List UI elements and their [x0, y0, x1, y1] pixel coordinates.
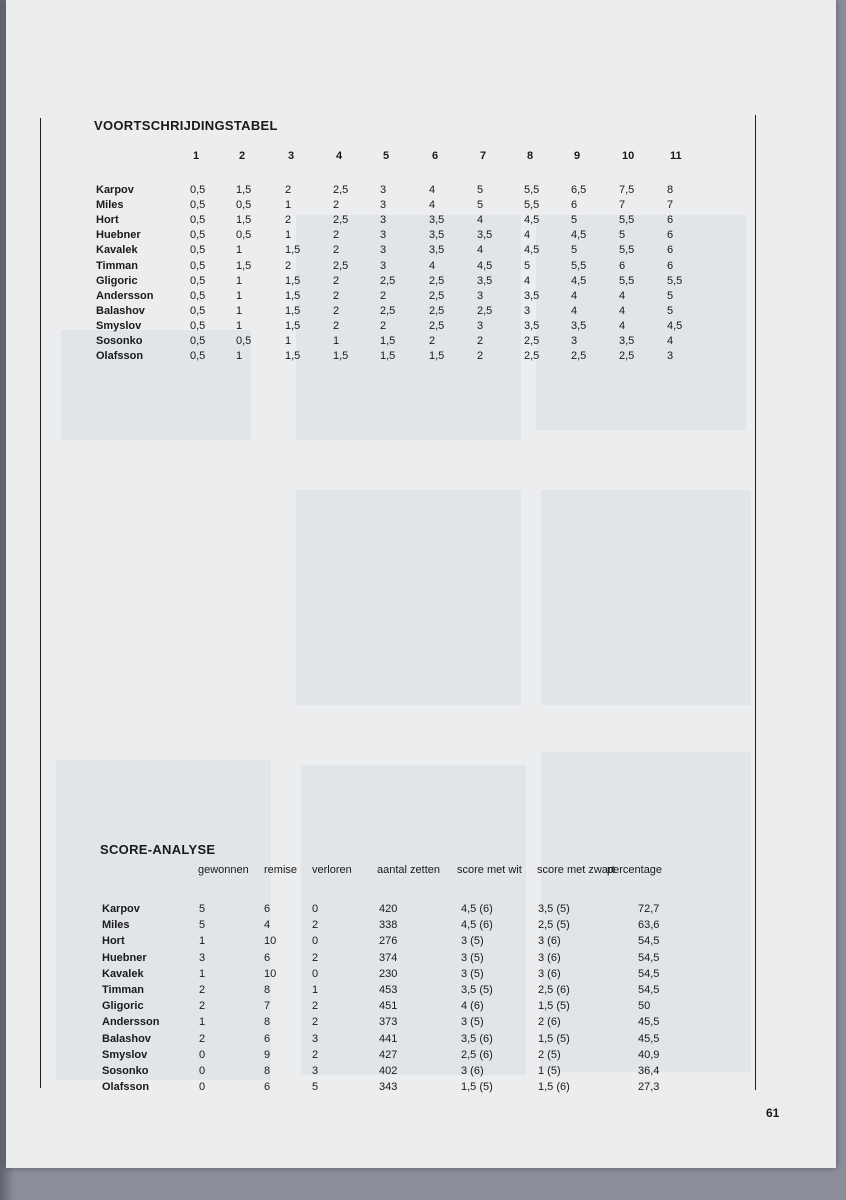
score-cell: 420: [379, 903, 398, 915]
round-header: 8: [527, 150, 534, 162]
score-cell: 54,5: [638, 984, 660, 996]
score-cell: 1,5 (5): [538, 1032, 570, 1045]
progress-cell: 1,5: [285, 289, 301, 302]
score-cell: 0: [199, 1065, 206, 1077]
round-header: 6: [432, 150, 439, 162]
score-cell: 6: [264, 903, 271, 915]
progress-cell: 2,5: [429, 274, 445, 287]
score-cell: 2: [199, 1032, 206, 1045]
score-cell: 8: [264, 984, 271, 996]
score-cell: 4,5 (6): [461, 919, 493, 932]
progress-cell: 1: [236, 319, 243, 332]
player-name: Andersson: [102, 1016, 160, 1029]
score-cell: 1: [199, 935, 206, 948]
score-cell: 338: [379, 919, 398, 932]
progress-cell: 3,5: [524, 319, 540, 332]
progress-cell: 3,5: [619, 335, 635, 347]
progress-cell: 1: [236, 244, 243, 257]
progress-cell: 3: [477, 289, 484, 302]
score-cell: 0: [199, 1048, 206, 1061]
progress-cell: 3,5: [477, 274, 493, 287]
player-name: Kavalek: [102, 967, 144, 980]
progress-cell: 2: [380, 319, 387, 332]
score-cell: 54,5: [638, 967, 660, 980]
progress-cell: 5,5: [571, 259, 587, 272]
score-cell: 45,5: [638, 1032, 660, 1045]
progress-cell: 6: [667, 259, 674, 272]
score-cell: 2 (6): [538, 1016, 561, 1029]
progress-cell: 2: [333, 229, 340, 242]
round-header: 4: [336, 150, 343, 162]
progress-cell: 0,5: [190, 289, 206, 302]
progress-cell: 4: [619, 319, 626, 332]
player-name: Timman: [96, 259, 138, 272]
progress-cell: 3: [571, 335, 578, 347]
score-cell: 5: [199, 919, 206, 932]
progress-cell: 5,5: [619, 244, 635, 257]
progress-cell: 5: [667, 304, 674, 317]
progress-cell: 0,5: [190, 259, 206, 272]
player-name: Gligoric: [96, 274, 138, 287]
score-column-header: percentage: [607, 864, 663, 876]
progress-cell: 4: [524, 229, 531, 242]
progress-cell: 3: [380, 244, 387, 257]
round-header: 2: [239, 150, 246, 162]
progress-cell: 4: [619, 304, 626, 317]
score-cell: 0: [312, 967, 319, 980]
progress-cell: 1,5: [285, 244, 301, 257]
progress-cell: 6: [667, 244, 674, 257]
player-name: Timman: [102, 984, 144, 996]
progress-cell: 2,5: [477, 304, 493, 317]
progress-cell: 0,5: [190, 184, 206, 196]
progress-cell: 2,5: [333, 259, 349, 272]
player-name: Miles: [102, 919, 130, 932]
score-cell: 427: [379, 1048, 398, 1061]
progress-cell: 3,5: [429, 214, 445, 227]
player-name: Sosonko: [102, 1065, 149, 1077]
bleed-through-photo: [56, 760, 271, 1080]
progress-cell: 2: [380, 289, 387, 302]
progress-cell: 3,5: [524, 289, 540, 302]
progress-cell: 4: [619, 289, 626, 302]
progress-cell: 1,5: [236, 214, 252, 227]
score-cell: 0: [312, 903, 319, 915]
score-column-header: verloren: [312, 864, 352, 876]
progress-cell: 5: [667, 289, 674, 302]
progress-cell: 3: [524, 304, 531, 317]
progress-cell: 0,5: [236, 335, 252, 347]
progress-cell: 0,5: [190, 304, 206, 317]
progress-cell: 5,5: [524, 184, 540, 196]
score-cell: 3,5 (5): [538, 903, 570, 915]
progress-cell: 0,5: [190, 350, 206, 363]
progress-cell: 2: [333, 244, 340, 257]
player-name: Hort: [96, 214, 119, 227]
score-cell: 3 (6): [538, 967, 561, 980]
score-cell: 8: [264, 1065, 271, 1077]
player-name: Balashov: [102, 1032, 151, 1045]
player-name: Gligoric: [102, 1000, 144, 1013]
progress-cell: 4: [429, 199, 436, 212]
progress-cell: 2,5: [380, 304, 396, 317]
player-name: Hort: [102, 935, 125, 948]
score-cell: 3: [312, 1065, 319, 1077]
document-page: [6, 0, 836, 1168]
round-header: 10: [622, 150, 635, 162]
score-cell: 27,3: [638, 1081, 660, 1094]
progress-cell: 1,5: [380, 335, 396, 347]
progress-cell: 5,5: [619, 214, 635, 227]
player-name: Smyslov: [102, 1048, 148, 1061]
progress-cell: 1: [285, 335, 292, 347]
progress-cell: 5,5: [619, 274, 635, 287]
bleed-through-photo: [296, 490, 521, 705]
progress-cell: 1,5: [236, 184, 252, 196]
progress-cell: 5: [571, 244, 578, 257]
progress-cell: 1,5: [236, 259, 252, 272]
round-header: 11: [670, 150, 682, 162]
score-cell: 2: [312, 951, 319, 964]
score-cell: 0: [199, 1081, 206, 1094]
progress-cell: 2: [429, 335, 436, 347]
progress-cell: 6: [667, 214, 674, 227]
player-name: Sosonko: [96, 335, 143, 347]
progress-cell: 2,5: [524, 350, 540, 363]
progress-cell: 4,5: [524, 214, 540, 227]
score-analysis-title: SCORE-ANALYSE: [100, 842, 216, 857]
progress-cell: 2,5: [333, 184, 349, 196]
score-cell: 8: [264, 1016, 271, 1029]
progress-cell: 0,5: [190, 319, 206, 332]
progress-cell: 1,5: [285, 304, 301, 317]
progress-cell: 2,5: [429, 319, 445, 332]
score-cell: 2: [312, 919, 319, 932]
bleed-through-photo: [536, 215, 746, 430]
progress-cell: 5,5: [667, 274, 683, 287]
progress-cell: 0,5: [190, 229, 206, 242]
score-cell: 10: [264, 935, 277, 948]
score-cell: 1,5 (5): [461, 1081, 493, 1094]
score-cell: 7: [264, 1000, 271, 1013]
score-cell: 2,5 (5): [538, 919, 570, 932]
round-header: 9: [574, 150, 581, 162]
bleed-through-photo: [61, 330, 251, 440]
progress-cell: 2: [333, 274, 340, 287]
progress-cell: 1: [236, 304, 243, 317]
progress-cell: 4: [477, 214, 484, 227]
progress-cell: 1,5: [285, 350, 301, 363]
progress-cell: 5: [477, 184, 484, 196]
score-cell: 2: [199, 984, 206, 996]
progress-cell: 6: [619, 259, 626, 272]
round-header: 7: [480, 150, 487, 162]
progress-cell: 3,5: [571, 319, 587, 332]
player-name: Smyslov: [96, 319, 142, 332]
score-cell: 343: [379, 1081, 398, 1094]
progress-cell: 0,5: [236, 199, 252, 212]
score-column-header: score met zwart: [537, 864, 615, 876]
progress-cell: 4: [429, 259, 436, 272]
score-cell: 3,5 (6): [461, 1032, 493, 1045]
score-column-header: score met wit: [457, 864, 522, 876]
progress-cell: 1,5: [429, 350, 445, 363]
progress-cell: 1: [285, 229, 292, 242]
score-cell: 0: [312, 935, 319, 948]
score-cell: 3 (5): [461, 935, 484, 948]
score-cell: 10: [264, 967, 277, 980]
progress-cell: 0,5: [190, 214, 206, 227]
progress-cell: 7,5: [619, 184, 635, 196]
score-cell: 6: [264, 1032, 271, 1045]
progress-cell: 7: [619, 199, 626, 212]
progress-cell: 4: [571, 289, 578, 302]
score-cell: 1: [199, 967, 206, 980]
player-name: Miles: [96, 199, 124, 212]
progress-cell: 3,5: [429, 229, 445, 242]
score-cell: 1,5 (5): [538, 1000, 570, 1013]
score-column-header: aantal zetten: [377, 864, 440, 876]
progress-cell: 4: [524, 274, 531, 287]
progress-cell: 1,5: [285, 319, 301, 332]
progress-cell: 2: [285, 259, 292, 272]
player-name: Huebner: [96, 229, 141, 242]
progress-cell: 4,5: [667, 319, 683, 332]
progress-cell: 2: [477, 350, 484, 363]
score-cell: 3 (6): [538, 935, 561, 948]
progress-table-title: VOORTSCHRIJDINGSTABEL: [94, 118, 278, 133]
progress-cell: 4,5: [571, 274, 587, 287]
progress-cell: 1: [236, 350, 243, 363]
round-header: 1: [193, 150, 200, 162]
progress-cell: 3: [380, 184, 387, 196]
score-column-header: gewonnen: [198, 864, 249, 876]
score-cell: 3 (6): [461, 1065, 484, 1077]
score-cell: 45,5: [638, 1016, 660, 1029]
score-cell: 374: [379, 951, 398, 964]
progress-cell: 4,5: [477, 259, 493, 272]
progress-cell: 2,5: [429, 289, 445, 302]
progress-cell: 6,5: [571, 184, 587, 196]
progress-cell: 2,5: [380, 274, 396, 287]
progress-cell: 3: [380, 229, 387, 242]
progress-cell: 2: [285, 214, 292, 227]
score-cell: 2: [312, 1048, 319, 1061]
score-cell: 1: [312, 984, 319, 996]
progress-cell: 0,5: [190, 244, 206, 257]
progress-cell: 2,5: [333, 214, 349, 227]
score-cell: 5: [199, 903, 206, 915]
score-cell: 5: [312, 1081, 319, 1094]
right-vertical-rule: [755, 115, 756, 1090]
progress-cell: 2,5: [429, 304, 445, 317]
page-number: 61: [766, 1106, 780, 1120]
progress-cell: 5: [477, 199, 484, 212]
player-name: Balashov: [96, 304, 145, 317]
score-cell: 4 (6): [461, 1000, 484, 1013]
progress-cell: 2: [333, 304, 340, 317]
progress-cell: 0,5: [190, 335, 206, 347]
progress-cell: 4: [667, 335, 674, 347]
progress-cell: 5: [571, 214, 578, 227]
player-name: Olafsson: [102, 1081, 150, 1094]
score-cell: 3,5 (5): [461, 984, 493, 996]
score-cell: 3: [312, 1032, 319, 1045]
player-name: Karpov: [96, 184, 134, 196]
round-header: 5: [383, 150, 390, 162]
score-cell: 4,5 (6): [461, 903, 493, 915]
score-cell: 3 (5): [461, 967, 484, 980]
progress-cell: 2: [333, 289, 340, 302]
score-cell: 40,9: [638, 1048, 660, 1061]
score-cell: 1: [199, 1016, 206, 1029]
progress-cell: 1,5: [380, 350, 396, 363]
progress-cell: 3: [380, 214, 387, 227]
score-cell: 2 (5): [538, 1048, 561, 1061]
progress-cell: 7: [667, 199, 674, 212]
score-cell: 441: [379, 1032, 398, 1045]
score-cell: 2,5 (6): [538, 984, 570, 996]
progress-cell: 4: [429, 184, 436, 196]
score-cell: 1,5 (6): [538, 1081, 570, 1094]
score-cell: 3 (6): [538, 951, 561, 964]
progress-cell: 3: [667, 350, 674, 363]
score-cell: 36,4: [638, 1065, 660, 1077]
score-cell: 3 (5): [461, 1016, 484, 1029]
progress-cell: 4: [571, 304, 578, 317]
player-name: Kavalek: [96, 244, 138, 257]
progress-cell: 0,5: [190, 274, 206, 287]
progress-cell: 4,5: [524, 244, 540, 257]
progress-cell: 1: [236, 274, 243, 287]
score-cell: 3 (5): [461, 951, 484, 964]
progress-cell: 5: [524, 259, 531, 272]
progress-cell: 4: [477, 244, 484, 257]
progress-cell: 0,5: [236, 229, 252, 242]
score-cell: 3: [199, 951, 206, 964]
progress-cell: 2,5: [524, 335, 540, 347]
progress-cell: 1: [285, 199, 292, 212]
progress-cell: 2,5: [571, 350, 587, 363]
score-cell: 72,7: [638, 903, 660, 915]
player-name: Karpov: [102, 903, 140, 915]
progress-cell: 2: [333, 199, 340, 212]
score-cell: 2,5 (6): [461, 1048, 493, 1061]
score-cell: 54,5: [638, 935, 660, 948]
score-cell: 451: [379, 1000, 398, 1013]
round-header: 3: [288, 150, 295, 162]
progress-cell: 1,5: [333, 350, 349, 363]
progress-cell: 2: [333, 319, 340, 332]
progress-cell: 1: [333, 335, 340, 347]
score-cell: 2: [312, 1000, 319, 1013]
score-cell: 54,5: [638, 951, 660, 964]
progress-cell: 6: [571, 199, 578, 212]
progress-cell: 3: [477, 319, 484, 332]
score-cell: 63,6: [638, 919, 660, 932]
progress-cell: 3,5: [429, 244, 445, 257]
progress-cell: 8: [667, 184, 674, 196]
player-name: Huebner: [102, 951, 147, 964]
score-cell: 50: [638, 1000, 651, 1013]
score-cell: 6: [264, 951, 271, 964]
progress-cell: 0,5: [190, 199, 206, 212]
score-cell: 402: [379, 1065, 398, 1077]
progress-cell: 2,5: [619, 350, 635, 363]
progress-cell: 6: [667, 229, 674, 242]
progress-cell: 4,5: [571, 229, 587, 242]
score-cell: 2: [312, 1016, 319, 1029]
player-name: Olafsson: [96, 350, 144, 363]
progress-cell: 1,5: [285, 274, 301, 287]
score-cell: 6: [264, 1081, 271, 1094]
bleed-through-photo: [296, 215, 521, 440]
progress-cell: 3: [380, 199, 387, 212]
score-cell: 230: [379, 967, 398, 980]
score-cell: 373: [379, 1016, 398, 1029]
score-cell: 276: [379, 935, 398, 948]
left-vertical-rule: [40, 118, 41, 1088]
progress-cell: 5: [619, 229, 626, 242]
progress-cell: 5,5: [524, 199, 540, 212]
score-cell: 453: [379, 984, 398, 996]
player-name: Andersson: [96, 289, 154, 302]
bleed-through-photo: [541, 490, 751, 705]
score-cell: 9: [264, 1048, 271, 1061]
score-cell: 1 (5): [538, 1065, 561, 1077]
score-cell: 4: [264, 919, 271, 932]
progress-cell: 3: [380, 259, 387, 272]
progress-cell: 2: [477, 335, 484, 347]
score-cell: 2: [199, 1000, 206, 1013]
score-column-header: remise: [264, 864, 298, 876]
progress-cell: 2: [285, 184, 292, 196]
progress-cell: 3,5: [477, 229, 493, 242]
progress-cell: 1: [236, 289, 243, 302]
